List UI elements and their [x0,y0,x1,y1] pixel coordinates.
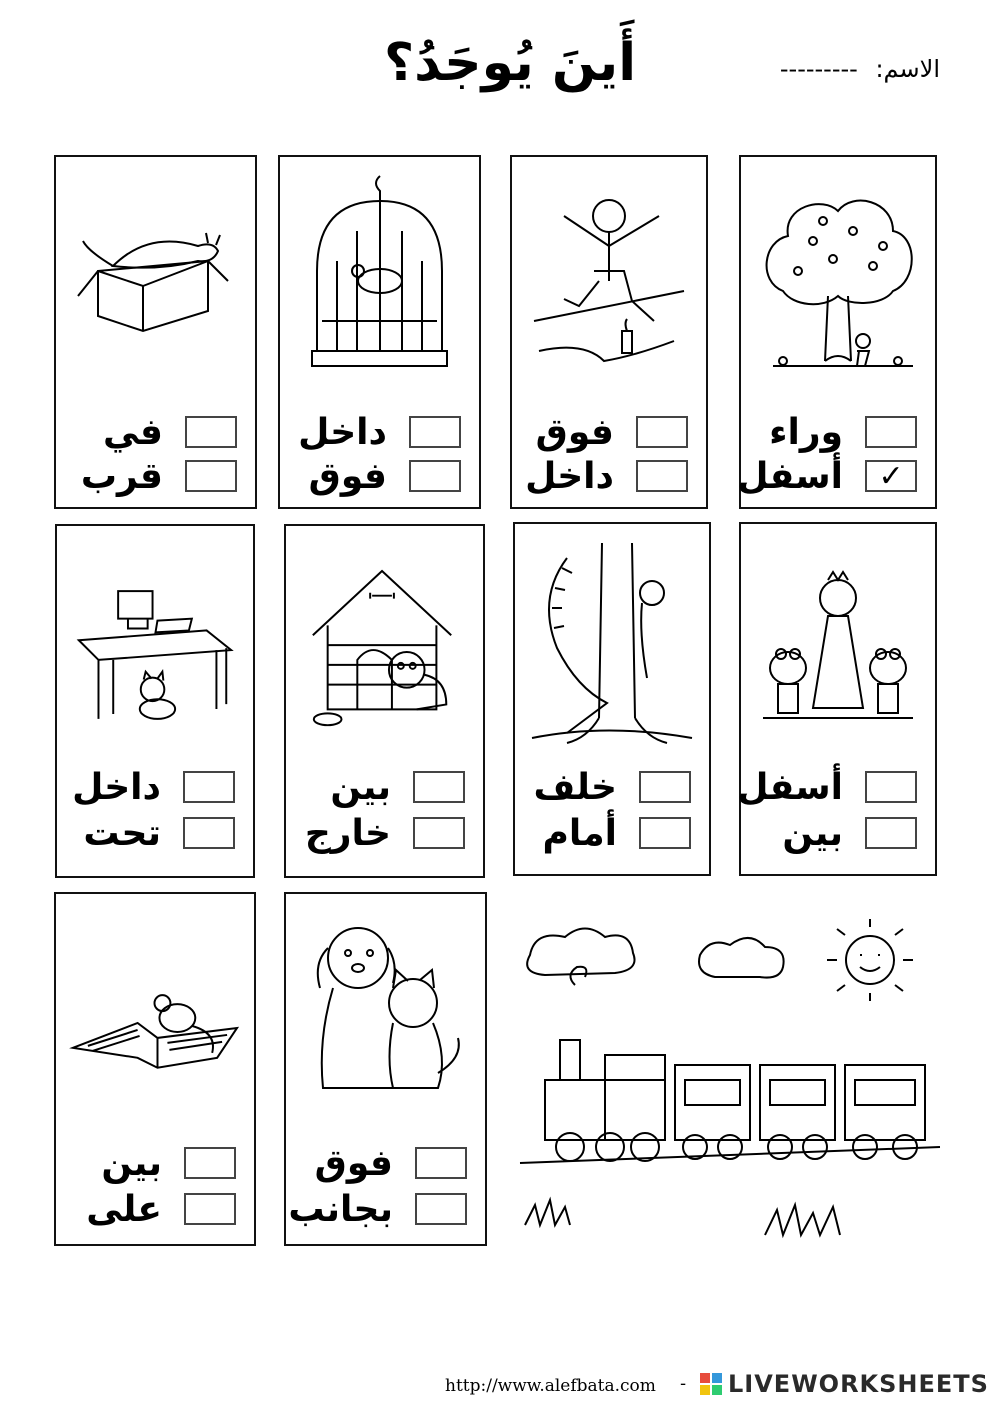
option-row [769,413,917,451]
option-word: على [86,1188,162,1230]
option-word: أسفل [737,766,843,808]
answer-checkbox[interactable] [415,1147,467,1179]
answer-checkbox[interactable] [415,1193,467,1225]
option-word: بين [330,766,391,808]
answer-checkbox[interactable] [184,1147,236,1179]
option-row [315,1144,467,1182]
answer-checkbox[interactable] [409,460,461,492]
card-book [54,892,256,1246]
mouse-on-book-icon [68,908,242,1138]
option-row [81,457,237,495]
answer-checkbox[interactable] [184,1193,236,1225]
dog-and-cat-icon [298,908,473,1138]
option-row [542,814,691,852]
princess-frogs-icon [753,538,923,768]
option-row [288,1190,467,1228]
answer-checkbox[interactable] [409,416,461,448]
option-row [86,1190,236,1228]
footer-dash: - [680,1374,687,1394]
card-jumping-boy [510,155,708,509]
answer-checkbox[interactable] [865,817,917,849]
option-word: فوق [535,411,614,453]
train-scene-icon [515,915,945,1245]
jumping-boy-icon [524,171,694,401]
option-word: تحت [83,812,161,854]
option-row [83,814,235,852]
bird-cage-icon [292,171,467,401]
card-tree [739,155,937,509]
option-word: أسفل [737,455,843,497]
option-word: قرب [80,455,163,497]
cat-under-desk-icon [69,540,241,770]
option-row [525,457,688,495]
answer-checkbox[interactable] [185,460,237,492]
answer-checkbox[interactable] [183,817,235,849]
option-row [782,814,917,852]
option-word: داخل [298,411,387,453]
option-row [536,413,688,451]
option-row [305,814,465,852]
page-title: أَينَ يُوجَدُ؟ [383,33,637,93]
footer-url[interactable]: http://www.alefbata.com [445,1376,656,1396]
option-row [72,768,235,806]
liveworksheets-brand [700,1370,989,1398]
crocodile-tree-icon [527,538,697,768]
option-word: داخل [525,455,614,497]
option-row [737,768,917,806]
answer-checkbox[interactable] [413,817,465,849]
liveworksheets-logo-icon [700,1373,722,1395]
option-row [103,413,237,451]
option-row [737,457,917,495]
card-crocodile [513,522,711,876]
name-field[interactable] [780,55,940,83]
answer-checkbox-checked[interactable]: ✓ [865,460,917,492]
option-word: فوق [308,455,387,497]
option-row [101,1144,236,1182]
answer-checkbox[interactable] [636,416,688,448]
answer-checkbox[interactable] [865,416,917,448]
option-word: خارج [304,812,391,854]
answer-checkbox[interactable] [413,771,465,803]
card-dog-house [284,524,485,878]
cat-on-box-icon [68,171,243,401]
card-bird-cage [278,155,481,509]
answer-checkbox[interactable] [183,771,235,803]
option-word: بين [782,812,843,854]
option-row [533,768,691,806]
option-word: فوق [314,1142,393,1184]
answer-checkbox[interactable] [639,817,691,849]
dog-house-icon [298,540,471,770]
name-line[interactable]: --------- [779,55,858,83]
card-princess [739,522,937,876]
option-word: بجانب [288,1188,393,1230]
brand-text: LIVEWORKSHEETS [728,1370,989,1398]
name-label: الاسم: [875,55,940,83]
option-row [298,413,461,451]
answer-checkbox[interactable] [636,460,688,492]
card-cat-box [54,155,257,509]
card-dog-cat [284,892,487,1246]
option-word: بين [101,1142,162,1184]
option-word: في [103,411,163,453]
option-word: داخل [72,766,161,808]
card-desk [55,524,255,878]
option-word: أمام [542,812,617,854]
option-row [309,457,461,495]
answer-checkbox[interactable] [865,771,917,803]
answer-checkbox[interactable] [639,771,691,803]
option-word: خلف [533,766,617,808]
answer-checkbox[interactable] [185,416,237,448]
option-word: وراء [769,411,843,453]
tree-with-boy-icon [753,171,923,401]
option-row [330,768,465,806]
